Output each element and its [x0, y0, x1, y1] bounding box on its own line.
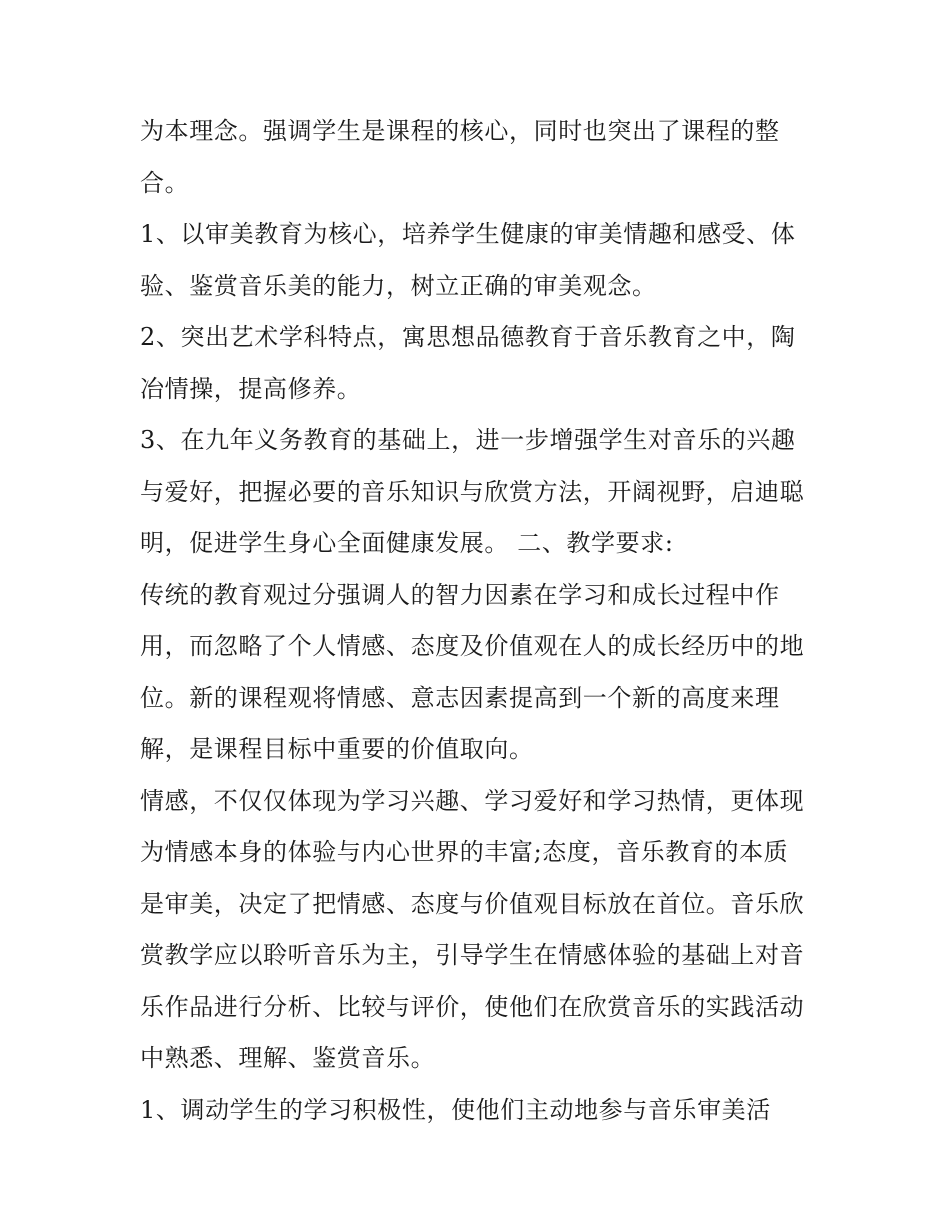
text-line: 解，是课程目标中重要的价值取向。 — [140, 735, 534, 763]
text-line: 赏教学应以聆听音乐为主，引导学生在情感体验的基础上对音 — [140, 941, 805, 969]
text-line: 1、以审美教育为核心，培养学生健康的审美情趣和感受、体 — [140, 220, 796, 248]
text-line: 1、调动学生的学习积极性，使他们主动地参与音乐审美活 — [140, 1095, 771, 1124]
text-line: 用，而忽略了个人情感、态度及价值观在人的成长经历中的地 — [140, 632, 805, 660]
text-line: 位。新的课程观将情感、意志因素提高到一个新的高度来理 — [140, 683, 780, 712]
text-line: 中熟悉、理解、鉴赏音乐。 — [140, 1044, 436, 1072]
text-line: 与爱好，把握必要的音乐知识与欣赏方法，开阔视野，启迪聪 — [140, 477, 805, 506]
text-line: 传统的教育观过分强调人的智力因素在学习和成长过程中作 — [140, 580, 780, 609]
text-line: 合。 — [140, 168, 190, 197]
document-body — [140, 106, 820, 1136]
text-line: 为本理念。强调学生是课程的核心，同时也突出了课程的整 — [140, 117, 780, 145]
text-line: 是审美，决定了把情感、态度与价值观目标放在首位。音乐欣 — [140, 889, 805, 918]
text-line: 冶情操，提高修养。 — [140, 374, 362, 403]
text-line: 3、在九年义务教育的基础上，进一步增强学生对音乐的兴趣 — [140, 426, 796, 454]
text-line: 2、突出艺术学科特点，寓思想品德教育于音乐教育之中，陶 — [140, 323, 796, 351]
text-line: 情感，不仅仅体现为学习兴趣、学习爱好和学习热情，更体现 — [140, 786, 805, 815]
text-line: 明，促进学生身心全面健康发展。 二、教学要求: — [140, 529, 674, 557]
text-line: 验、鉴赏音乐美的能力，树立正确的审美观念。 — [140, 271, 657, 300]
text-line: 为情感本身的体验与内心世界的丰富;态度，音乐教育的本质 — [140, 838, 789, 866]
text-line: 乐作品进行分析、比较与评价，使他们在欣赏音乐的实践活动 — [140, 992, 805, 1021]
